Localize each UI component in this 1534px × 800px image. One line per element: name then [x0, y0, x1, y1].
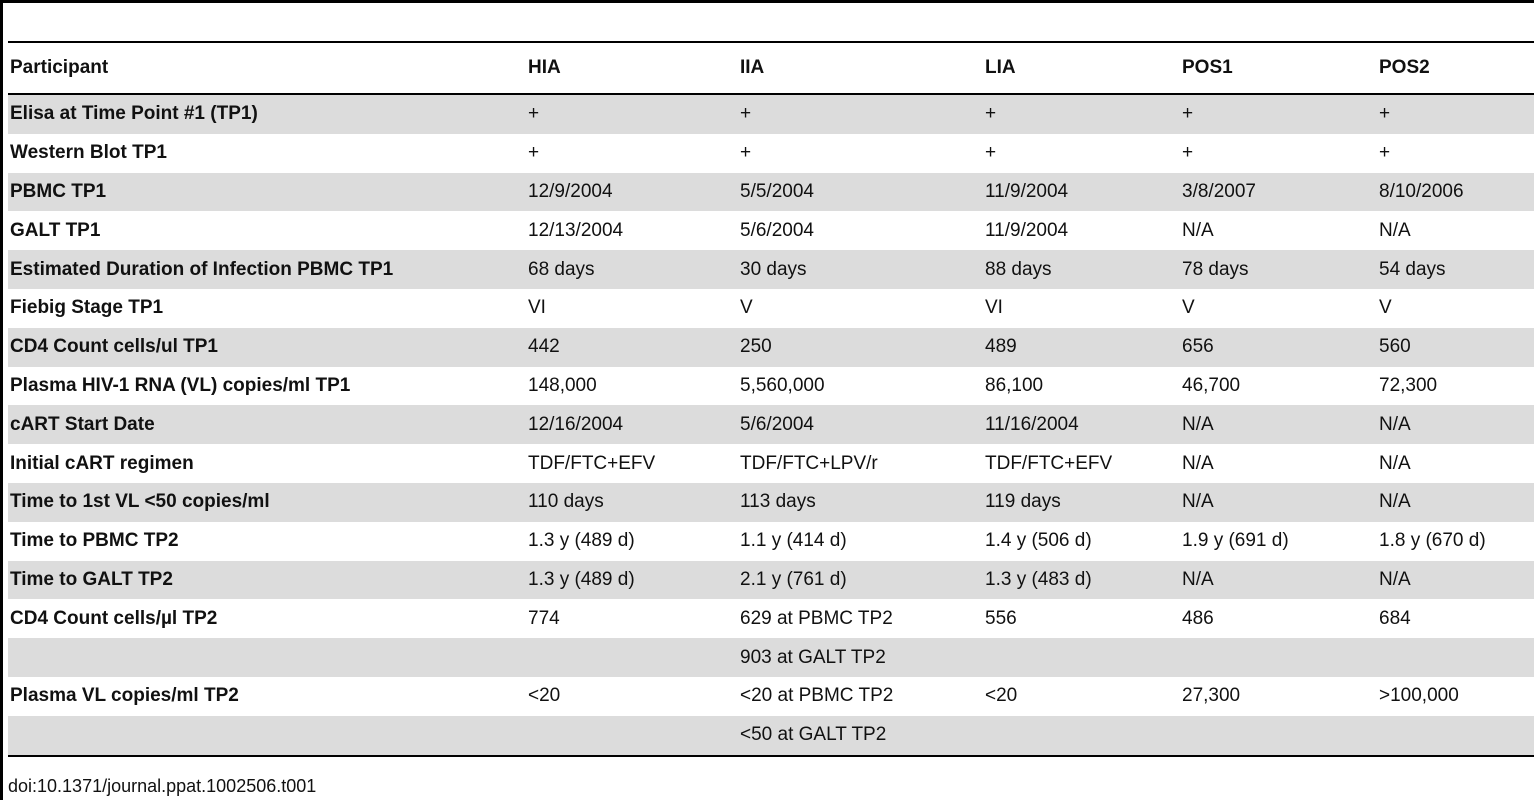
table-row [8, 561, 1534, 600]
table-cell: + [983, 94, 1180, 134]
table-cell: 5/5/2004 [738, 173, 983, 212]
table-cell: 5/6/2004 [740, 219, 814, 241]
table-cell: VI [528, 297, 546, 319]
table-cell: + [1377, 94, 1534, 134]
table-cell: N/A [1377, 405, 1534, 444]
table-body [8, 94, 1534, 756]
header-participant: Participant [8, 42, 526, 94]
table-cell [983, 638, 1180, 677]
table-cell: 2.1 y (761 d) [738, 561, 983, 600]
table-cell: N/A [1379, 452, 1411, 474]
table-cell: 78 days [1180, 250, 1377, 289]
row-label: Time to 1st VL <50 copies/ml [8, 483, 526, 522]
table-cell: VI [985, 297, 1003, 319]
table-cell: >100,000 [1379, 685, 1459, 707]
table-row [8, 599, 1534, 638]
header-pos2: POS2 [1377, 42, 1534, 94]
table-row [8, 522, 1534, 561]
table-cell: 250 [738, 328, 983, 367]
table-cell: 1.3 y (483 d) [983, 561, 1180, 600]
row-label: Estimated Duration of Infection PBMC TP1 [8, 250, 526, 289]
table-cell: 656 [1180, 328, 1377, 367]
table-row [8, 211, 1534, 250]
table-cell: 72,300 [1379, 374, 1438, 396]
table-cell: 11/9/2004 [985, 219, 1069, 241]
table-cell: 113 days [738, 483, 983, 522]
table-cell: <20 at PBMC TP2 [740, 685, 894, 707]
left-border-line [0, 0, 3, 800]
table-cell: V [1379, 297, 1392, 319]
table-cell: <50 at GALT TP2 [738, 716, 983, 756]
table-cell: 903 at GALT TP2 [738, 638, 983, 677]
table-row [8, 716, 1534, 756]
table-cell: 1.4 y (506 d) [985, 530, 1092, 552]
table-cell: 8/10/2006 [1377, 173, 1534, 212]
row-label: Time to GALT TP2 [8, 561, 526, 600]
table-row [8, 367, 1534, 406]
table-cell: TDF/FTC+EFV [528, 452, 656, 474]
table-row [8, 94, 1534, 134]
table-cell: N/A [1182, 219, 1214, 241]
table-cell [1377, 716, 1534, 756]
row-label: Initial cART regimen [10, 452, 194, 474]
table-cell: N/A [1379, 219, 1411, 241]
table-cell: 12/13/2004 [528, 219, 624, 241]
table-cell: 774 [528, 607, 560, 629]
table-cell: + [985, 142, 997, 164]
table-cell: V [1182, 297, 1195, 319]
table-cell: 88 days [983, 250, 1180, 289]
table-cell: 68 days [526, 250, 738, 289]
row-label: GALT TP1 [10, 219, 101, 241]
table-cell: 5,560,000 [740, 374, 825, 396]
table-cell: + [1180, 94, 1377, 134]
table-cell: 11/9/2004 [983, 173, 1180, 212]
table-row [8, 677, 1534, 716]
table-cell: 46,700 [1182, 374, 1241, 396]
table-cell: TDF/FTC+LPV/r [740, 452, 878, 474]
table-cell: 12/16/2004 [526, 405, 738, 444]
row-label: Fiebig Stage TP1 [10, 297, 164, 319]
table-row [8, 405, 1534, 444]
table-cell: N/A [1180, 405, 1377, 444]
table-cell [1180, 638, 1377, 677]
table-cell: 30 days [738, 250, 983, 289]
row-label: Plasma VL copies/ml TP2 [10, 685, 239, 707]
row-label: Plasma HIV-1 RNA (VL) copies/ml TP1 [10, 374, 351, 396]
table-cell [1377, 638, 1534, 677]
table-row [8, 289, 1534, 328]
table-cell: + [526, 94, 738, 134]
table-cell: 629 at PBMC TP2 [740, 607, 893, 629]
participant-table [8, 41, 1534, 757]
row-label [8, 716, 526, 756]
table-cell: 3/8/2007 [1180, 173, 1377, 212]
table-cell: 442 [526, 328, 738, 367]
row-label [8, 638, 526, 677]
top-border-line [0, 0, 1534, 3]
table-cell: <20 [528, 685, 561, 707]
table-row [8, 444, 1534, 483]
table-cell: 54 days [1377, 250, 1534, 289]
table-cell [983, 716, 1180, 756]
table-row [8, 250, 1534, 289]
table-cell: <20 [985, 685, 1018, 707]
table-cell: 119 days [983, 483, 1180, 522]
doi-caption: doi:10.1371/journal.ppat.1002506.t001 [8, 776, 317, 796]
header-lia: LIA [983, 42, 1180, 94]
table-cell: 12/9/2004 [526, 173, 738, 212]
table-cell [526, 638, 738, 677]
header-pos1: POS1 [1180, 42, 1377, 94]
table-cell: 1.3 y (489 d) [526, 561, 738, 600]
row-label: PBMC TP1 [8, 173, 526, 212]
table-cell: 556 [985, 607, 1017, 629]
table-cell: + [740, 142, 752, 164]
table-cell: 684 [1379, 607, 1411, 629]
table-cell: 11/16/2004 [983, 405, 1180, 444]
table-cell: 1.9 y (691 d) [1182, 530, 1289, 552]
table-cell: 1.1 y (414 d) [740, 530, 847, 552]
table-row [8, 173, 1534, 212]
table-row [8, 134, 1534, 173]
table-cell: 5/6/2004 [738, 405, 983, 444]
header-row [8, 42, 1534, 94]
table-cell: N/A [1180, 561, 1377, 600]
header-iia: IIA [738, 42, 983, 94]
table-row [8, 328, 1534, 367]
table-cell: 560 [1377, 328, 1534, 367]
table-cell: + [738, 94, 983, 134]
table-cell: 489 [983, 328, 1180, 367]
table-cell: 110 days [526, 483, 738, 522]
table-cell: 486 [1182, 607, 1214, 629]
table-cell: 86,100 [985, 374, 1044, 396]
table-cell: N/A [1377, 483, 1534, 522]
table-cell: 1.8 y (670 d) [1379, 530, 1486, 552]
table-cell [1180, 716, 1377, 756]
table-cell: 1.3 y (489 d) [528, 530, 635, 552]
table-row [8, 638, 1534, 677]
header-hia: HIA [526, 42, 738, 94]
row-label: CD4 Count cells/ul TP1 [8, 328, 526, 367]
table-cell: N/A [1182, 452, 1214, 474]
row-label: Time to PBMC TP2 [10, 530, 179, 552]
table-cell: N/A [1180, 483, 1377, 522]
table-header [8, 42, 1534, 94]
table-cell: 148,000 [528, 374, 597, 396]
table-row [8, 483, 1534, 522]
table-cell: + [1379, 142, 1391, 164]
table-cell: 27,300 [1182, 685, 1241, 707]
table-cell: V [740, 297, 753, 319]
table-cell: + [528, 142, 540, 164]
row-label: Western Blot TP1 [10, 142, 167, 164]
table-cell [526, 716, 738, 756]
table-cell: + [1182, 142, 1194, 164]
table-cell: N/A [1377, 561, 1534, 600]
table-cell: TDF/FTC+EFV [985, 452, 1113, 474]
table-container [8, 41, 1534, 757]
row-label: CD4 Count cells/µl TP2 [10, 607, 218, 629]
row-label: Elisa at Time Point #1 (TP1) [8, 94, 526, 134]
row-label: cART Start Date [8, 405, 526, 444]
